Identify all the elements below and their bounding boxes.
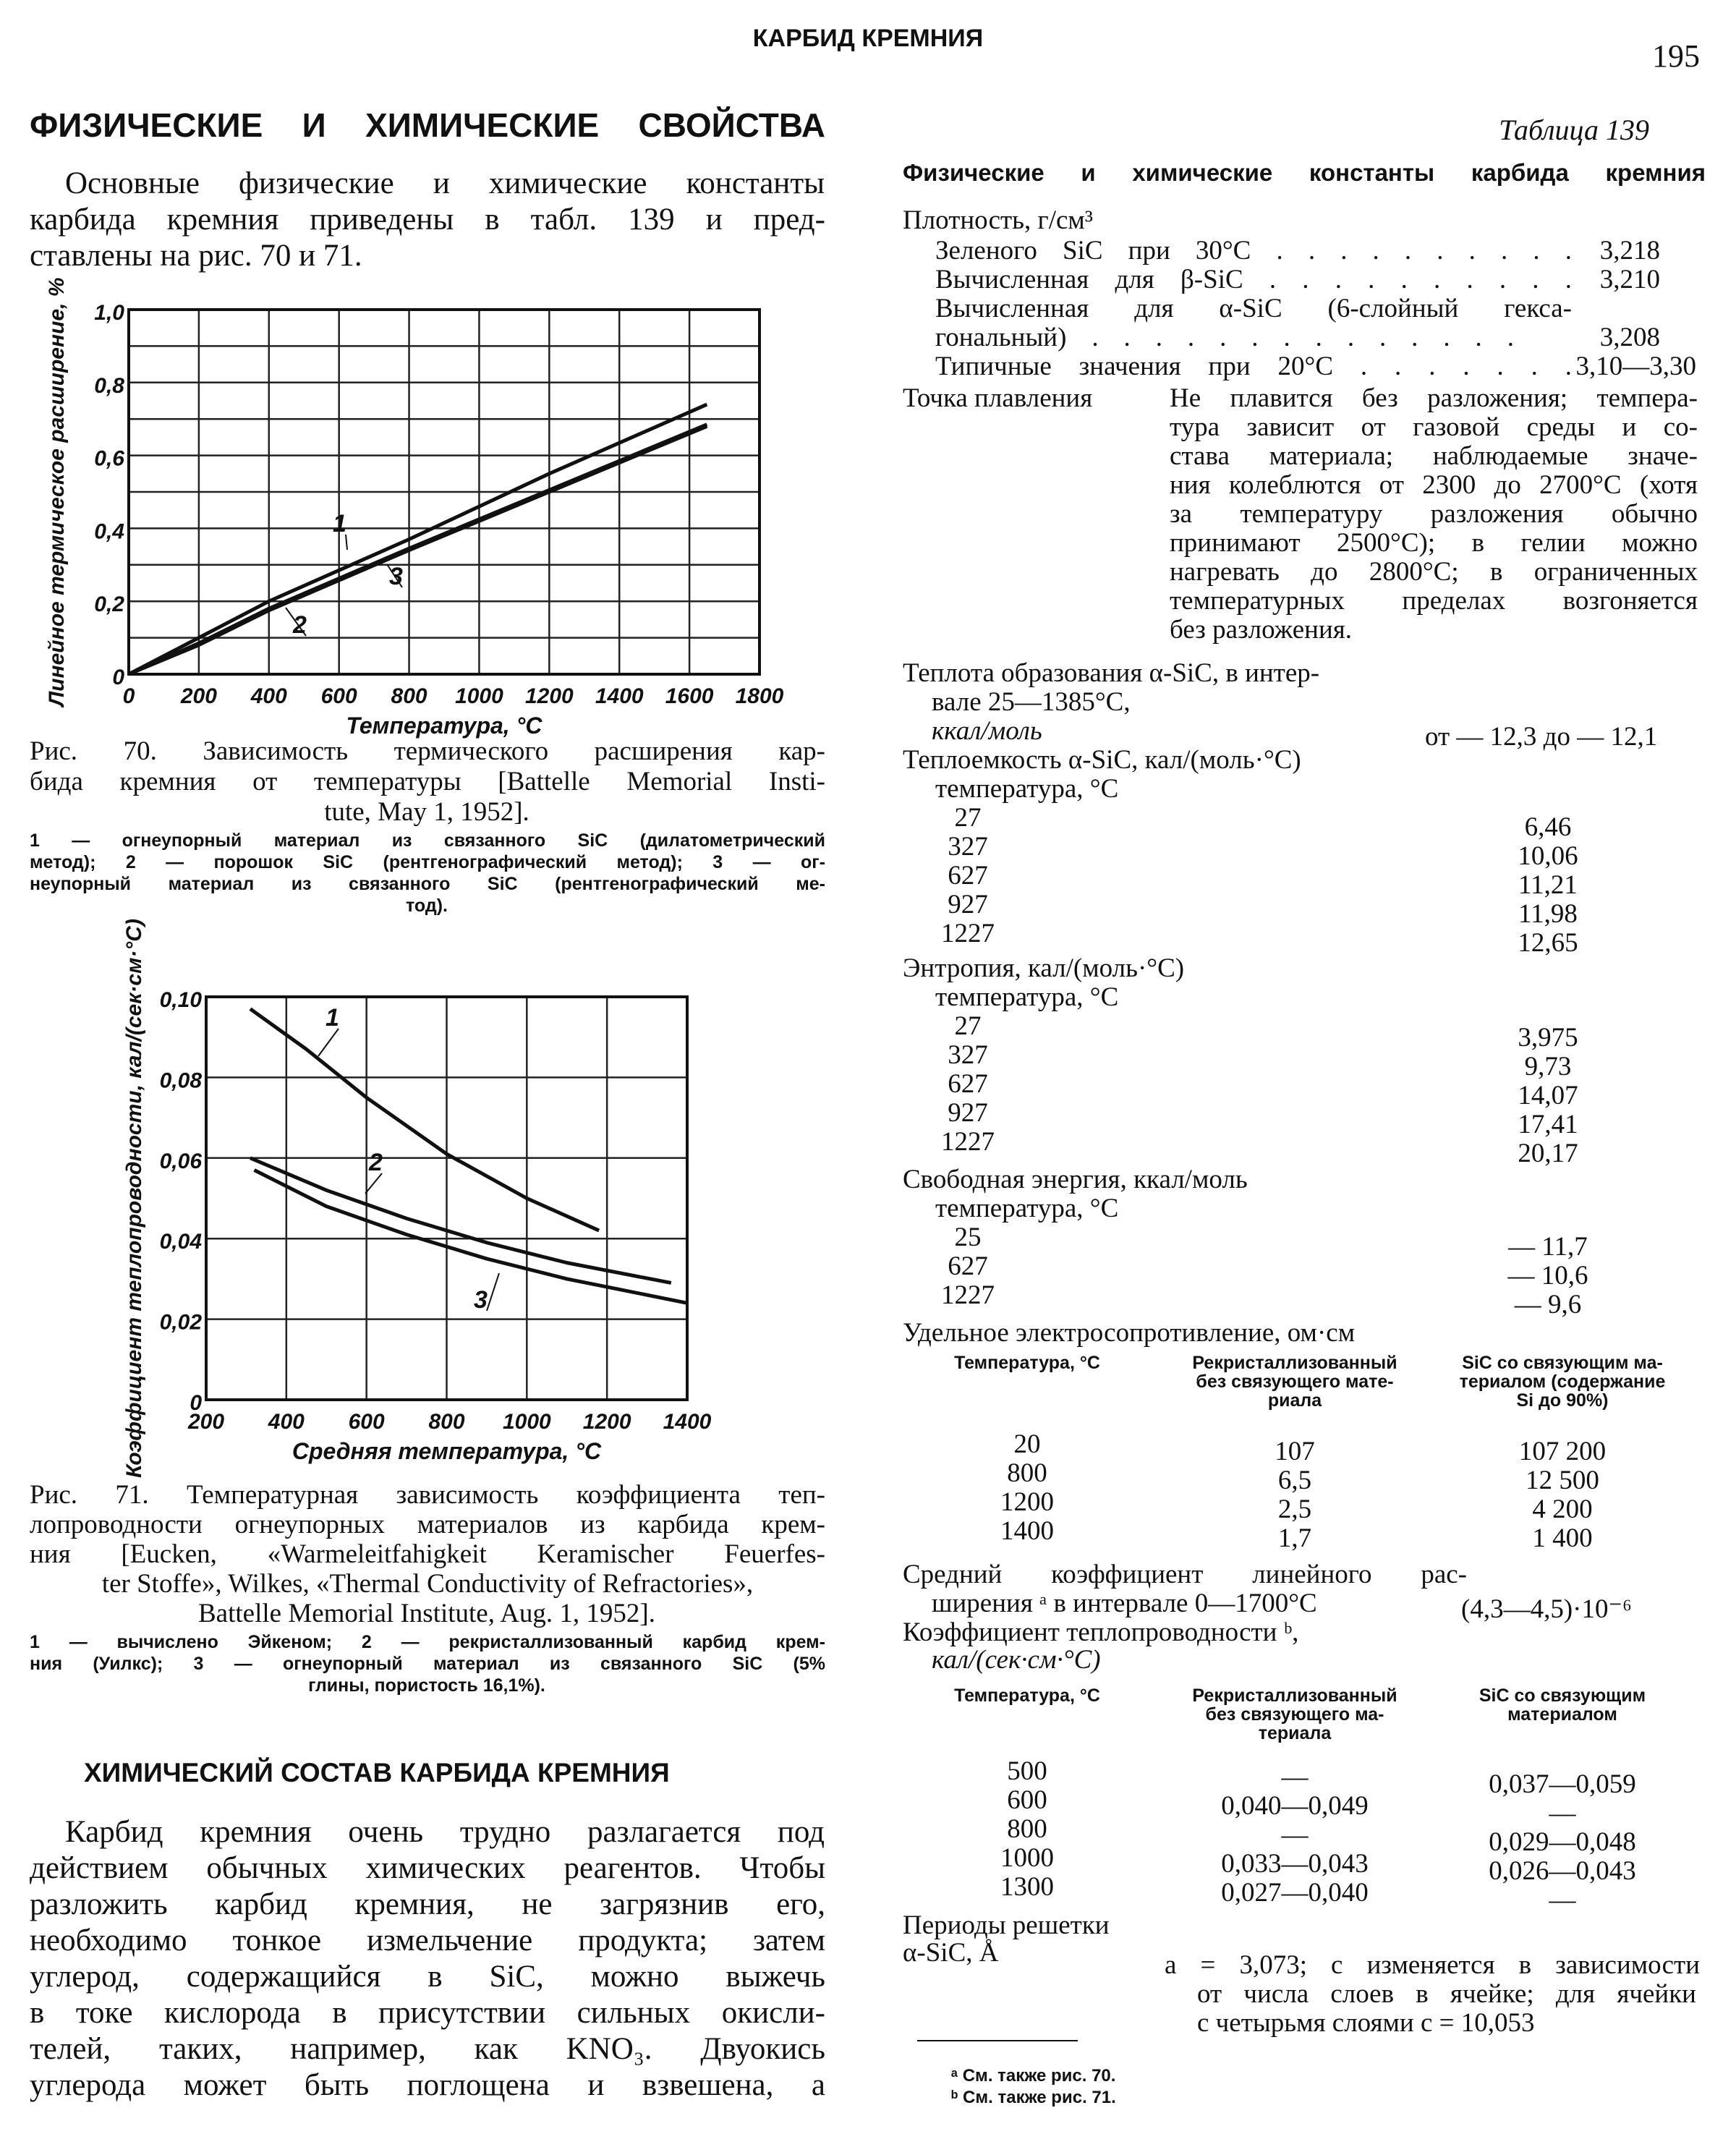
resistivity-cell: 1 400 [1532, 1523, 1593, 1553]
conductivity-cell: 0,029—0,048 [1489, 1827, 1636, 1857]
conductivity-cell: 1000 [1000, 1843, 1054, 1873]
footnote: ᵃ См. также рис. 70. [951, 2066, 1116, 2086]
x-tick-label: 1400 [663, 1410, 712, 1434]
y-axis-label: Линейное термическое расширение, % [45, 277, 69, 707]
melting-point-text: тура зависит от газовой среды и со- [1170, 412, 1698, 442]
paragraph-line: карбида кремния приведены в табл. 139 и пред- [30, 203, 825, 237]
table-number: Таблица 139 [1499, 114, 1649, 146]
expansion-label: ширения ᵃ в интервале 0—1700°C [932, 1589, 1317, 1618]
free-energy-temp: 1227 [941, 1280, 995, 1310]
conductivity-label: кал/(сек·см·°C) [932, 1645, 1101, 1675]
free-energy-temp: 25 [954, 1223, 982, 1252]
x-tick-label: 200 [180, 684, 217, 708]
heat-capacity-temp: 327 [948, 832, 988, 862]
series-label-3: 3 [474, 1286, 488, 1314]
conductivity-cell: 0,033—0,043 [1221, 1849, 1369, 1879]
series-label-leader [365, 1173, 382, 1194]
density-row-label: Типичные значения при 20°C . . . . . . . [935, 352, 1572, 381]
conductivity-column-header: SiC со связующим [1478, 1685, 1646, 1706]
x-tick-label: 800 [391, 684, 427, 708]
y-tick-label: 0,10 [159, 988, 202, 1012]
heat-capacity-value: 11,21 [1518, 870, 1578, 900]
entropy-temp: 627 [948, 1069, 988, 1099]
resistivity-cell: 1400 [1000, 1516, 1054, 1546]
resistivity-column-header: риала [1267, 1390, 1322, 1411]
y-tick-label: 0,08 [159, 1068, 202, 1093]
melting-point-text: без разложения. [1170, 615, 1353, 645]
conductivity-cell: — [1549, 1885, 1576, 1915]
footnote-divider [917, 2040, 1078, 2041]
figure-caption-line: ter Stoffe», Wilkes, «Thermal Conductivity of Refractories», [101, 1569, 754, 1599]
conductivity-cell: 0,027—0,040 [1221, 1878, 1369, 1908]
series-line-1 [250, 1009, 599, 1230]
entropy-value: 3,975 [1518, 1023, 1578, 1053]
y-tick-label: 0,06 [159, 1149, 202, 1173]
heat-capacity-value: 10,06 [1518, 841, 1578, 871]
paragraph-line: углерод, содержащийся в SiC, можно выжечь [30, 1960, 825, 1994]
x-tick-label: 1200 [524, 684, 574, 708]
heat-capacity-temp: 627 [948, 861, 988, 890]
series-label-2: 2 [369, 1149, 383, 1176]
free-energy-value: — 10,6 [1507, 1261, 1588, 1291]
paragraph-line: в токе кислорода в присутствии сильных окисли- [30, 1996, 825, 2030]
figure-legend-line: 1 — огнеупорный материал из связанного SiC (дилатометрический [30, 830, 825, 851]
figure-legend-line: метод); 2 — порошок SiC (рентгенографический метод); 3 — ог- [30, 852, 825, 872]
free-energy-value: — 11,7 [1508, 1232, 1588, 1262]
series-line-2 [250, 1158, 671, 1283]
paragraph-line: телей, таких, например, как KNO₃. Двуокись [30, 2032, 825, 2066]
x-tick-label: 1800 [735, 684, 784, 708]
figure-legend-line: глины, пористость 16,1%). [308, 1675, 545, 1696]
paragraph-line: ставлены на рис. 70 и 71. [30, 239, 362, 273]
melting-point-text: ния колеблются от 2300 до 2700°C (хотя [1170, 470, 1698, 500]
resistivity-column-header: Температура, °C [954, 1353, 1100, 1373]
conductivity-label: Коэффициент теплопроводности ᵇ, [903, 1617, 1299, 1647]
resistivity-cell: 4 200 [1532, 1495, 1593, 1524]
paragraph-line: углерода может быть поглощена и взвешена, а [30, 2068, 825, 2102]
lattice-label: α-SiC, Å [903, 1938, 999, 1968]
resistivity-column-header: без связующего мате- [1196, 1372, 1394, 1392]
conductivity-column-header: без связующего ма- [1205, 1704, 1384, 1725]
conductivity-cell: 600 [1007, 1785, 1047, 1815]
melting-point-text: Не плавится без разложения; темпера- [1170, 383, 1698, 413]
entropy-temp: 927 [948, 1098, 988, 1128]
x-tick-label: 1000 [502, 1410, 551, 1434]
density-row-value: 3,10—3,30 [1575, 352, 1696, 381]
resistivity-cell: 12 500 [1526, 1466, 1599, 1495]
section-title: ХИМИЧЕСКИЙ СОСТАВ КАРБИДА КРЕМНИЯ [84, 1758, 670, 1787]
series-label-leader [487, 1273, 499, 1311]
heat-capacity-value: 11,98 [1518, 899, 1578, 929]
y-tick-label: 0 [190, 1391, 202, 1415]
series-label-1: 1 [326, 1004, 339, 1032]
y-tick-label: 0 [112, 666, 124, 689]
figure-caption-line: Battelle Memorial Institute, Aug. 1, 1952]. [198, 1599, 655, 1628]
entropy-temp: 1227 [941, 1127, 995, 1157]
x-tick-label: 400 [250, 684, 287, 708]
x-tick-label: 0 [122, 684, 135, 708]
lattice-text: от числа слоев в ячейке; для ячейки [1197, 1979, 1696, 2009]
conductivity-cell: 0,040—0,049 [1221, 1791, 1369, 1821]
resistivity-column-header: Рекристаллизованный [1192, 1353, 1397, 1373]
resistivity-cell: 20 [1013, 1429, 1041, 1459]
running-title: КАРБИД КРЕМНИЯ [752, 25, 984, 52]
free-energy-value: — 9,6 [1514, 1290, 1582, 1319]
conductivity-column-header: материалом [1507, 1704, 1617, 1725]
heat-capacity-temp: 27 [954, 803, 982, 833]
entropy-temp: 27 [954, 1011, 982, 1041]
x-tick-label: 800 [428, 1410, 465, 1434]
entropy-temp: 327 [948, 1040, 988, 1070]
series-label-1: 1 [333, 510, 346, 537]
density-row-value: 3,208 [1599, 323, 1660, 352]
series-label-leader [318, 1029, 339, 1056]
figure-caption-line: бида кремния от температуры [Battelle Memorial Insti- [30, 767, 825, 796]
figure-caption-line: Рис. 71. Температурная зависимость коэффициента теп- [30, 1480, 825, 1510]
heat-capacity-temp: 927 [948, 890, 988, 919]
melting-point-label: Точка плавления [903, 383, 1093, 413]
formation-heat-value: от — 12,3 до — 12,1 [1425, 722, 1658, 752]
conductivity-cell: 500 [1007, 1756, 1047, 1786]
conductivity-column-header: Температура, °C [954, 1685, 1100, 1706]
y-tick-label: 1,0 [94, 301, 124, 325]
resistivity-cell: 1200 [1000, 1487, 1054, 1517]
melting-point-text: нагревать до 2800°C; в ограниченных [1170, 557, 1698, 587]
resistivity-column-header: SiC со связующим ма- [1462, 1353, 1663, 1373]
x-tick-label: 600 [348, 1410, 385, 1434]
density-row-value: 3,218 [1599, 236, 1660, 265]
table-title: Физические и химические константы карбида кремния [903, 159, 1706, 186]
heat-capacity-value: 6,46 [1524, 812, 1572, 842]
x-tick-label: 200 [187, 1410, 225, 1434]
y-tick-label: 0,6 [94, 446, 124, 471]
density-label: Плотность, г/см³ [903, 205, 1093, 235]
x-tick-label: 1400 [595, 684, 644, 708]
entropy-value: 20,17 [1518, 1139, 1578, 1168]
expansion-label: Средний коэффициент линейного рас- [903, 1560, 1467, 1589]
formation-heat-label: ккал/моль [932, 716, 1042, 746]
x-tick-label: 1600 [665, 684, 714, 708]
lattice-text: a = 3,073; c изменяется в зависимости [1165, 1950, 1700, 1980]
y-tick-label: 0,2 [94, 592, 124, 617]
y-tick-label: 0,02 [159, 1310, 202, 1335]
conductivity-column-header: териала [1258, 1723, 1332, 1743]
entropy-value: 14,07 [1518, 1081, 1578, 1110]
conductivity-cell: 1300 [1000, 1872, 1054, 1902]
melting-point-text: става материала; наблюдаемые значе- [1170, 441, 1698, 471]
resistivity-cell: 107 [1275, 1437, 1315, 1466]
entropy-value: 17,41 [1518, 1110, 1578, 1139]
y-tick-label: 0,04 [159, 1230, 202, 1254]
figure-legend-line: 1 — вычислено Эйкеном; 2 — рекристаллизованный карбид крем- [30, 1632, 825, 1652]
x-tick-label: 600 [320, 684, 357, 708]
resistivity-cell: 800 [1007, 1458, 1047, 1488]
paragraph-line: разложить карбид кремния, не загрязнив его, [30, 1887, 825, 1921]
paragraph-line: Основные физические и химические константы [65, 166, 825, 200]
y-tick-label: 0,4 [94, 519, 124, 544]
expansion-value: (4,3—4,5)·10⁻⁶ [1461, 1594, 1632, 1624]
figure-caption-line: tute, May 1, 1952]. [324, 797, 529, 827]
entropy-label: Энтропия, кал/(моль·°C) [903, 953, 1185, 983]
figure-caption-line: Рис. 70. Зависимость термического расширения кар- [30, 736, 825, 766]
y-axis-label: Коэффициент теплопроводности, кал/(сек·см·°C) [122, 919, 146, 1478]
heat-capacity-value: 12,65 [1518, 928, 1578, 958]
figure-caption-line: ния [Eucken, «Warmeleitfahigkeit Keramischer Feuerfes- [30, 1539, 825, 1569]
free-energy-label: Свободная энергия, ккал/моль [903, 1165, 1248, 1194]
y-tick-label: 0,8 [94, 373, 124, 398]
density-row-label: Зеленого SiC при 30°C . . . . . . . . . . [935, 236, 1572, 265]
density-row-label: гональный) . . . . . . . . . . . . . . [935, 323, 1514, 352]
free-energy-subheader: температура, °C [935, 1194, 1119, 1223]
conductivity-cell: — [1281, 1820, 1309, 1850]
entropy-subheader: температура, °C [935, 982, 1119, 1012]
series-label-2: 2 [293, 611, 307, 639]
resistivity-column-header: Si до 90%) [1516, 1390, 1609, 1411]
figure-legend-line: ния (Уилкс); 3 — огнеупорный материал из связанного SiC (5% [30, 1654, 825, 1674]
footnote: ᵇ См. также рис. 71. [951, 2088, 1116, 2107]
resistivity-cell: 1,7 [1277, 1523, 1312, 1553]
free-energy-temp: 627 [948, 1251, 988, 1281]
entropy-value: 9,73 [1524, 1052, 1572, 1081]
paragraph-line: Карбид кремния очень трудно разлагается под [65, 1815, 825, 1849]
x-tick-label: 400 [268, 1410, 305, 1434]
paragraph-line: действием обычных химических реагентов. Чтобы [30, 1851, 825, 1885]
conductivity-cell: 0,026—0,043 [1489, 1856, 1636, 1886]
figure-legend-line: тод). [406, 896, 448, 916]
conductivity-cell: 800 [1007, 1814, 1047, 1844]
melting-point-text: принимают 2500°C); в гелии можно [1170, 528, 1698, 558]
conductivity-cell: — [1549, 1798, 1576, 1828]
series-label-3: 3 [389, 563, 403, 590]
section-title: ФИЗИЧЕСКИЕ И ХИМИЧЕСКИЕ СВОЙСТВА [30, 106, 825, 144]
density-row-label: Вычисленная для β-SiC . . . . . . . . . . [935, 265, 1572, 294]
heat-capacity-subheader: температура, °C [935, 774, 1119, 804]
x-tick-label: 1000 [455, 684, 503, 708]
paragraph-line: необходимо тонкое измельчение продукта; затем [30, 1923, 825, 1957]
x-axis-label: Средняя температура, °C [292, 1438, 602, 1464]
conductivity-column-header: Рекристаллизованный [1192, 1685, 1397, 1706]
resistivity-column-header: териалом (содержание [1459, 1372, 1666, 1392]
heat-capacity-label: Теплоемкость α-SiC, кал/(моль·°C) [903, 745, 1301, 775]
figure-caption-line: лопроводности огнеупорных материалов из карбида крем- [30, 1510, 825, 1539]
resistivity-cell: 2,5 [1277, 1495, 1312, 1524]
page-number: 195 [1652, 38, 1700, 74]
density-row-label: Вычисленная для α-SiC (6-слойный гекса- [935, 294, 1572, 323]
resistivity-cell: 6,5 [1277, 1466, 1312, 1495]
resistivity-cell: 107 200 [1518, 1437, 1607, 1466]
resistivity-label: Удельное электросопротивление, ом·см [903, 1318, 1356, 1348]
heat-capacity-temp: 1227 [941, 919, 995, 948]
lattice-label: Периоды решетки [903, 1910, 1110, 1940]
formation-heat-label: вале 25—1385°C, [932, 687, 1131, 717]
melting-point-text: за температуру разложения обычно [1170, 499, 1698, 529]
conductivity-cell: — [1281, 1762, 1309, 1792]
melting-point-text: температурных пределах возгоняется [1170, 586, 1698, 616]
x-axis-label: Температура, °C [346, 713, 542, 739]
density-row-value: 3,210 [1599, 265, 1660, 294]
formation-heat-label: Теплота образования α-SiC, в интер- [903, 658, 1320, 688]
figure-legend-line: неупорный материал из связанного SiC (рентгенографический ме- [30, 874, 825, 894]
conductivity-cell: 0,037—0,059 [1489, 1769, 1636, 1799]
x-tick-label: 1200 [582, 1410, 631, 1434]
lattice-text: с четырьмя слоями c = 10,053 [1197, 2008, 1535, 2038]
